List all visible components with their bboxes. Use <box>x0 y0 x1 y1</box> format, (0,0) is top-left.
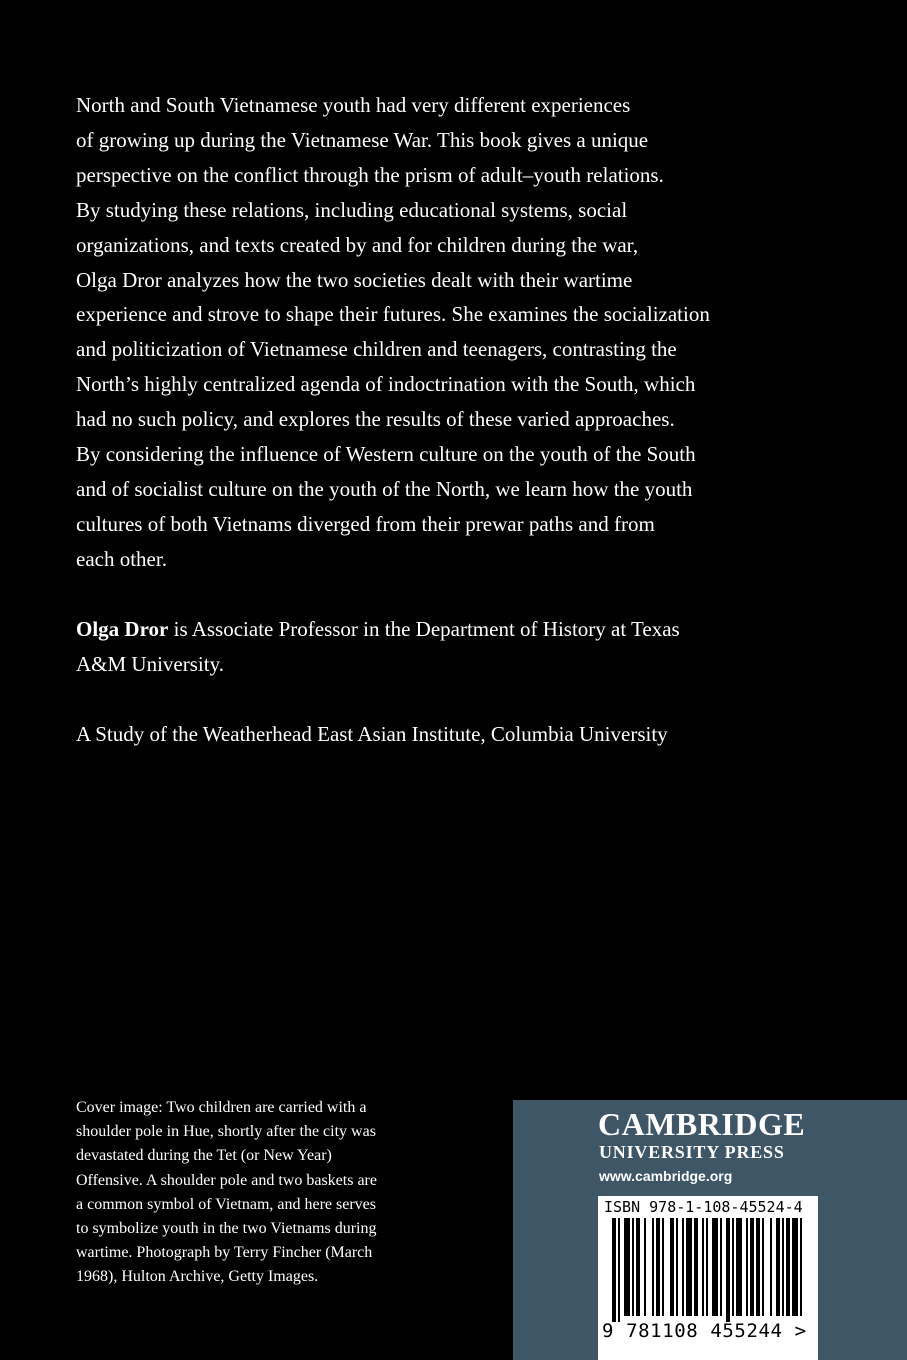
barcode-bar <box>662 1218 664 1316</box>
credit-line: Cover image: Two children are carried with a <box>76 1099 367 1116</box>
barcode-bar <box>682 1218 684 1316</box>
barcode-bar <box>702 1218 704 1316</box>
barcode-bar <box>712 1218 718 1316</box>
barcode-box <box>598 1196 818 1360</box>
barcode-bar <box>694 1218 698 1316</box>
barcode-bar <box>736 1218 742 1316</box>
barcode-bar <box>618 1218 620 1322</box>
credit-line: shoulder pole in Hue, shortly after the city was <box>76 1123 376 1141</box>
description-line: perspective on the conflict through the prism of adult–youth relations. <box>76 162 664 187</box>
author-bio-line <box>76 612 776 647</box>
description-line: By studying these relations, including educational systems, social <box>76 197 628 222</box>
barcode-bar <box>686 1218 692 1316</box>
isbn-label: ISBN 978-1-108-45524-4 <box>604 1198 803 1216</box>
barcode-bar <box>800 1218 802 1316</box>
barcode-bar <box>720 1218 722 1316</box>
barcode-bar <box>624 1218 630 1316</box>
barcode-icon <box>598 1218 818 1322</box>
barcode-bar <box>652 1218 654 1316</box>
barcode-bar <box>644 1218 646 1316</box>
book-description <box>76 88 776 577</box>
author-bio-line: A&M University. <box>76 651 224 676</box>
publisher-subtitle: UNIVERSITY PRESS <box>599 1142 785 1162</box>
barcode-bar <box>636 1218 640 1316</box>
barcode-bar <box>756 1218 760 1316</box>
series-note: A Study of the Weatherhead East Asian Institute, Columbia University <box>76 722 668 746</box>
barcode-bar <box>656 1218 660 1316</box>
barcode-bar <box>726 1218 730 1322</box>
barcode-bar <box>776 1218 780 1316</box>
description-line: of growing up during the Vietnamese War. This book gives a unique <box>76 127 649 152</box>
description-line: had no such policy, and explores the results of these varied approaches. <box>76 407 675 432</box>
description-line: organizations, and texts created by and for children during the war, <box>76 232 639 257</box>
barcode-bar <box>632 1218 634 1316</box>
publisher-panel <box>513 1100 907 1360</box>
publisher-website: www.cambridge.org <box>599 1168 733 1184</box>
description-line: North and South Vietnamese youth had very different experiences <box>76 93 631 117</box>
description-line: Olga Dror analyzes how the two societies dealt with their wartime <box>76 267 633 292</box>
barcode-bar <box>706 1218 708 1316</box>
barcode-digits: 9 781108 455244 > <box>602 1320 807 1342</box>
credit-line: a common symbol of Vietnam, and here serves <box>76 1195 376 1213</box>
author-bio-text: is Associate Professor in the Department of History at Texas <box>168 617 680 641</box>
barcode-bar <box>746 1218 748 1316</box>
barcode-bar <box>762 1218 764 1316</box>
description-line: experience and strove to shape their futures. She examines the socialization <box>76 302 710 327</box>
barcode-bar <box>792 1218 798 1316</box>
credit-line: wartime. Photograph by Terry Fincher (March <box>76 1244 373 1262</box>
credit-line: Offensive. A shoulder pole and two baskets are <box>76 1171 377 1189</box>
description-line: North’s highly centralized agenda of indoctrination with the South, which <box>76 372 696 397</box>
barcode-bar <box>782 1218 784 1316</box>
barcode-bar <box>750 1218 754 1316</box>
credit-line: to symbolize youth in the two Vietnams during <box>76 1220 377 1238</box>
barcode-bar <box>786 1218 790 1316</box>
description-line: By considering the influence of Western culture on the youth of the South <box>76 442 696 467</box>
cover-image-credit <box>76 1096 377 1290</box>
description-line: and of socialist culture on the youth of the North, we learn how the youth <box>76 476 693 501</box>
author-name: Olga Dror <box>76 617 169 641</box>
barcode-bar <box>732 1218 734 1316</box>
author-bio <box>76 612 776 682</box>
barcode-bar <box>770 1218 772 1316</box>
credit-line: 1968), Hulton Archive, Getty Images. <box>76 1268 319 1286</box>
description-line: and politicization of Vietnamese children and teenagers, contrasting the <box>76 337 677 362</box>
barcode-bar <box>676 1218 678 1316</box>
description-line: cultures of both Vietnams diverged from their prewar paths and from <box>76 511 655 536</box>
publisher-name: CAMBRIDGE <box>598 1106 806 1142</box>
description-line: each other. <box>76 546 167 571</box>
barcode-bar <box>670 1218 674 1316</box>
barcode-bar <box>612 1218 616 1322</box>
credit-line: devastated during the Tet (or New Year) <box>76 1147 332 1165</box>
